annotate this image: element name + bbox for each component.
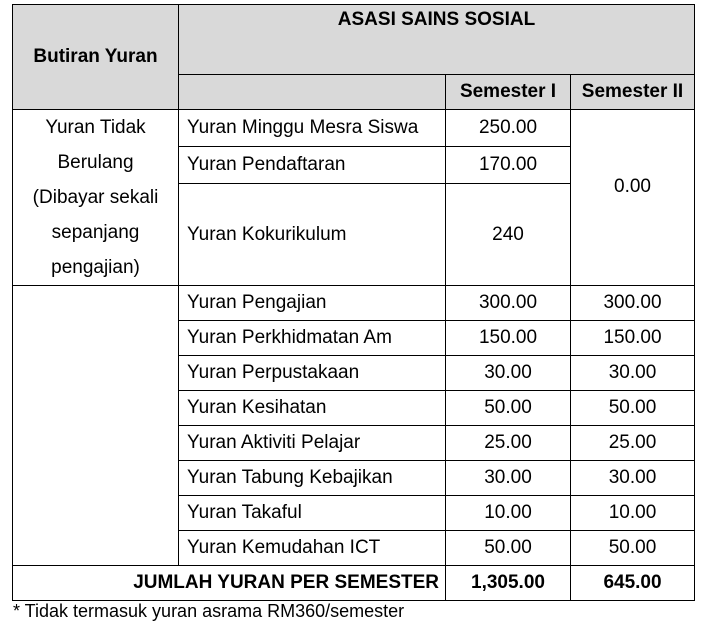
program-header: ASASI SAINS SOSIAL — [179, 5, 695, 75]
fee-item-name: Yuran Pengajian — [179, 286, 446, 321]
one-time-fees-label — [13, 110, 179, 286]
fee-item-name: Yuran Pendaftaran — [179, 147, 446, 184]
fee-sem1-value: 150.00 — [446, 321, 571, 356]
fee-sem2-value: 150.00 — [571, 321, 695, 356]
fee-sem2-value: 10.00 — [571, 496, 695, 531]
fee-sem2-value: 50.00 — [571, 531, 695, 566]
fee-sem1-value: 10.00 — [446, 496, 571, 531]
fee-sem1-value: 30.00 — [446, 461, 571, 496]
fee-sem2-value: 30.00 — [571, 356, 695, 391]
group-label-line: Berulang — [57, 152, 134, 173]
fee-sem2-value: 25.00 — [571, 426, 695, 461]
fee-item-name: Yuran Kokurikulum — [179, 184, 446, 286]
fee-sem1-value: 300.00 — [446, 286, 571, 321]
total-sem1-value: 1,305.00 — [446, 566, 571, 601]
group-label-line: Yuran Tidak — [45, 117, 146, 138]
footnote: * Tidak termasuk yuran asrama RM360/semester — [13, 601, 405, 621]
fee-sem1-value: 170.00 — [446, 147, 571, 184]
header-blank-cell — [179, 75, 446, 110]
fee-item-name: Yuran Minggu Mesra Siswa — [179, 110, 446, 147]
fee-item-name: Yuran Kesihatan — [179, 391, 446, 426]
fee-item-name: Yuran Takaful — [179, 496, 446, 531]
fee-item-name: Yuran Tabung Kebajikan — [179, 461, 446, 496]
total-sem2-value: 645.00 — [571, 566, 695, 601]
fee-sem1-value: 30.00 — [446, 356, 571, 391]
fee-item-name: Yuran Perkhidmatan Am — [179, 321, 446, 356]
fee-item-name: Yuran Perpustakaan — [179, 356, 446, 391]
butiran-yuran-header: Butiran Yuran — [13, 5, 179, 110]
fee-sem1-value: 50.00 — [446, 391, 571, 426]
fee-sem2-value: 50.00 — [571, 391, 695, 426]
fee-table — [12, 4, 695, 601]
fee-sem1-value: 25.00 — [446, 426, 571, 461]
group-label-line: (Dibayar sekali — [32, 187, 159, 208]
fee-sem1-value: 250.00 — [446, 110, 571, 147]
fee-item-name: Yuran Aktiviti Pelajar — [179, 426, 446, 461]
fee-sem1-value: 50.00 — [446, 531, 571, 566]
recurring-group-blank — [13, 286, 179, 566]
semester-1-header: Semester I — [446, 75, 571, 110]
fee-item-name: Yuran Kemudahan ICT — [179, 531, 446, 566]
group-label-line: sepanjang — [51, 222, 140, 243]
fee-sem1-value: 240 — [446, 184, 571, 286]
fee-sem2-value: 30.00 — [571, 461, 695, 496]
total-label: JUMLAH YURAN PER SEMESTER — [13, 566, 446, 601]
one-time-sem2-value: 0.00 — [571, 110, 695, 286]
fee-sem2-value: 300.00 — [571, 286, 695, 321]
semester-2-header: Semester II — [571, 75, 695, 110]
group-label-line: pengajian) — [51, 257, 140, 278]
